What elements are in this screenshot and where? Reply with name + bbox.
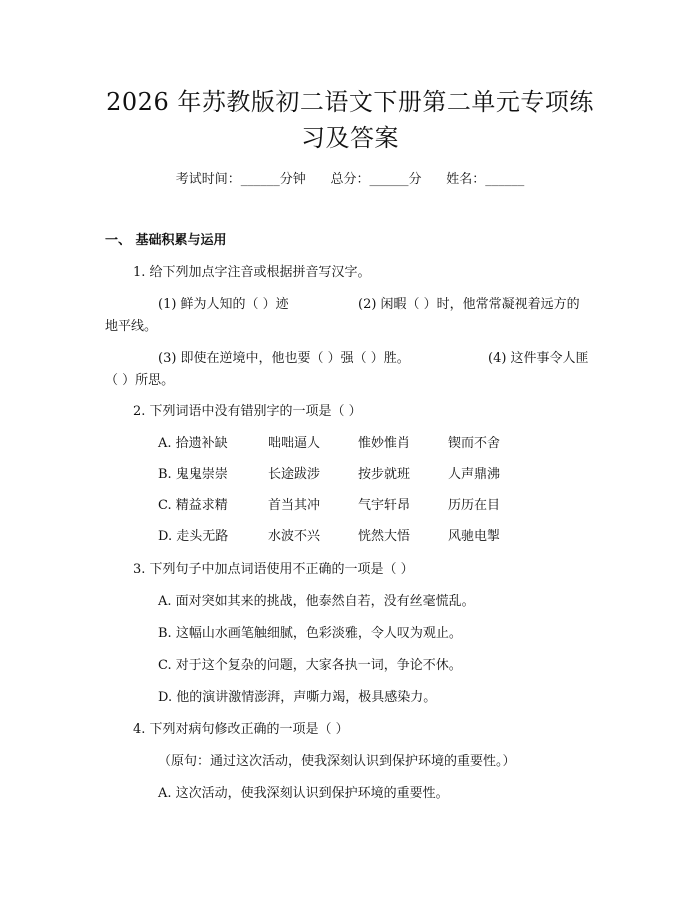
option-cell: 水波不兴 (268, 529, 321, 544)
title-line-2: 习及答案 (301, 124, 399, 152)
option-cell: 锲而不舍 (448, 436, 501, 451)
question-3-option-c: C. 对于这个复杂的问题，大家各执一词，争论不休。 (158, 658, 462, 673)
option-cell: 按步就班 (358, 467, 411, 482)
exam-meta: 考试时间：______分钟 总分：______分 姓名：______ (175, 172, 525, 187)
question-2-stem: 2. 下列词语中没有错别字的一项是（ ） (133, 404, 362, 419)
question-2-option-a (158, 432, 558, 451)
option-cell: 恍然大悟 (358, 529, 411, 544)
title-line-1: 2026 年苏教版初二语文下册第二单元专项练 (106, 88, 594, 116)
question-3-option-a: A. 面对突如其来的挑战，他泰然自若，没有丝毫慌乱。 (158, 594, 475, 609)
question-1-item-2-cont: 地平线。 (105, 319, 158, 334)
option-cell: 历历在目 (448, 498, 501, 513)
option-cell: 首当其冲 (268, 498, 321, 513)
option-cell: B. 鬼鬼崇崇 (158, 467, 228, 482)
option-cell: C. 精益求精 (158, 498, 228, 513)
question-2-option-d (158, 525, 558, 544)
page-title (80, 84, 620, 156)
question-1-item-1: (1) 鲜为人知的（ ）迹 (158, 297, 289, 312)
question-1-item-4-cont: （ ）所思。 (105, 373, 175, 388)
option-cell: 惟妙惟肖 (358, 436, 411, 451)
question-1-stem: 1. 给下列加点字注音或根据拼音写汉字。 (133, 265, 371, 280)
option-cell: A. 拾遗补缺 (158, 436, 228, 451)
option-cell: 长途跋涉 (268, 467, 321, 482)
question-2-option-b (158, 463, 558, 482)
question-2-option-c (158, 494, 558, 513)
question-4-original-sentence: （原句：通过这次活动，使我深刻认识到保护环境的重要性。） (158, 754, 516, 769)
question-3-stem: 3. 下列句子中加点词语使用不正确的一项是（ ） (133, 562, 414, 577)
option-cell: 风驰电掣 (448, 529, 501, 544)
option-cell: 咄咄逼人 (268, 436, 321, 451)
question-1-item-4: (4) 这件事令人匪 (488, 351, 589, 366)
question-3-option-b: B. 这幅山水画笔触细腻，色彩淡雅，令人叹为观止。 (158, 626, 462, 641)
option-cell: 气宇轩昂 (358, 498, 411, 513)
option-cell: D. 走头无路 (158, 529, 229, 544)
question-1-item-2: (2) 闲暇（ ）时，他常常凝视着远方的 (358, 297, 580, 312)
section-heading: 一、 基础积累与运用 (105, 233, 227, 248)
question-1-item-3: (3) 即使在逆境中，他也要（ ）强（ ）胜。 (158, 351, 410, 366)
question-4-option-a: A. 这次活动，使我深刻认识到保护环境的重要性。 (158, 786, 449, 801)
question-3-option-d: D. 他的演讲激情澎湃，声嘶力竭，极具感染力。 (158, 690, 437, 705)
option-cell: 人声鼎沸 (448, 467, 501, 482)
question-4-stem: 4. 下列对病句修改正确的一项是（ ） (133, 722, 349, 737)
